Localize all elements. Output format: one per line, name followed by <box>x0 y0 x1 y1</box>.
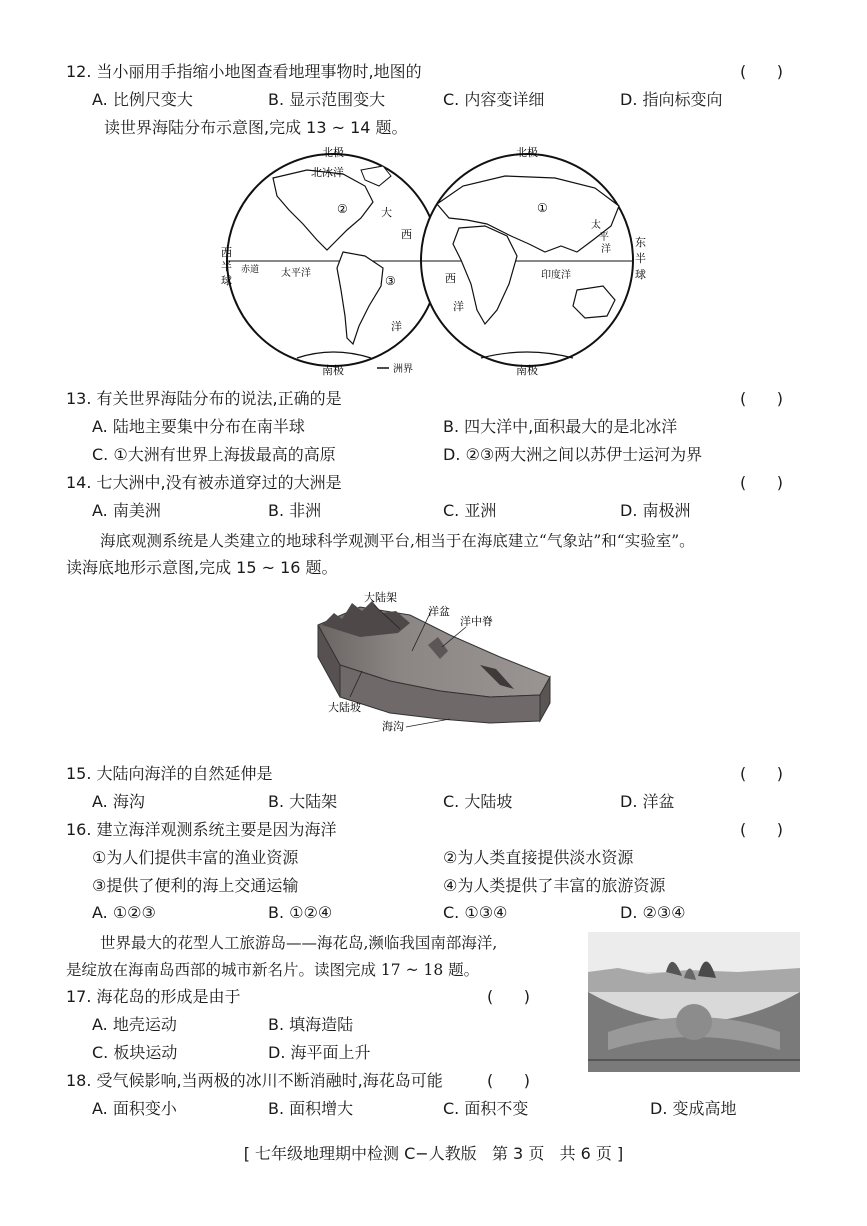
intro-15-16-line2: 读海底地形示意图,完成 15 ~ 16 题。 <box>66 558 338 577</box>
label-mid-ocean-ridge: 洋中脊 <box>460 615 493 628</box>
map-atlantic-left-2: 西 <box>401 228 412 241</box>
q18-option-c: C. 面积不变 <box>443 1099 529 1118</box>
map-east-3: 球 <box>635 268 646 281</box>
map-west-3: 球 <box>221 274 232 287</box>
map-pacific-right-3: 洋 <box>601 244 611 255</box>
q14-answer-paren[interactable]: ( ) <box>740 473 783 492</box>
q13-option-b: B. 四大洋中,面积最大的是北冰洋 <box>443 417 678 436</box>
map-south-pole-right: 南极 <box>516 364 538 377</box>
q12-answer-paren[interactable]: ( ) <box>740 62 783 81</box>
label-trench: 海沟 <box>382 720 404 733</box>
q16-option-a: A. ①②③ <box>92 903 156 922</box>
q16-statement-1: ①为人们提供丰富的渔业资源 <box>92 848 299 867</box>
q13-option-c: C. ①大洲有世界上海拔最高的高原 <box>92 445 336 464</box>
map-atlantic-left-3: 洋 <box>391 320 402 333</box>
q14-option-d: D. 南极洲 <box>620 501 691 520</box>
map-south-pole-left: 南极 <box>322 364 344 377</box>
haihua-island-photo <box>588 932 800 1072</box>
map-mark-1: ① <box>537 201 548 215</box>
intro-13-14: 读世界海陆分布示意图,完成 13 ~ 14 题。 <box>104 118 408 137</box>
q15-answer-paren[interactable]: ( ) <box>740 764 783 783</box>
map-north-pole-left: 北极 <box>322 146 344 159</box>
q16-stem: 16. 建立海洋观测系统主要是因为海洋 <box>66 820 337 839</box>
label-continental-slope: 大陆坡 <box>328 701 361 714</box>
q16-option-c: C. ①③④ <box>443 903 508 922</box>
q14-option-a: A. 南美洲 <box>92 501 161 520</box>
q12-option-d: D. 指向标变向 <box>620 90 723 109</box>
world-map-figure <box>215 140 665 380</box>
q14-option-c: C. 亚洲 <box>443 501 497 520</box>
q15-option-c: C. 大陆坡 <box>443 792 513 811</box>
q17-option-b: B. 填海造陆 <box>268 1015 354 1034</box>
map-west-2: 半 <box>221 260 232 273</box>
q15-stem: 15. 大陆向海洋的自然延伸是 <box>66 764 273 783</box>
q13-stem: 13. 有关世界海陆分布的说法,正确的是 <box>66 389 342 408</box>
q17-option-c: C. 板块运动 <box>92 1043 178 1062</box>
map-arctic-ocean: 北冰洋 <box>311 166 344 179</box>
map-pacific-right-1: 太 <box>591 220 601 231</box>
q12-option-a: A. 比例尺变大 <box>92 90 193 109</box>
q16-option-d: D. ②③④ <box>620 903 686 922</box>
map-west-1: 西 <box>221 246 232 259</box>
q16-answer-paren[interactable]: ( ) <box>740 820 783 839</box>
map-pacific-left: 太平洋 <box>281 268 311 279</box>
map-atlantic-right-2: 洋 <box>453 300 464 313</box>
map-mark-3: ③ <box>385 274 396 288</box>
map-equator-label: 赤道 <box>241 265 260 275</box>
intro-15-16-line1: 海底观测系统是人类建立的地球科学观测平台,相当于在海底建立“气象站”和“实验室”。 <box>100 532 695 550</box>
map-indian-ocean: 印度洋 <box>541 270 571 281</box>
q14-stem: 14. 七大洲中,没有被赤道穿过的大洲是 <box>66 473 342 492</box>
q17-option-d: D. 海平面上升 <box>268 1043 371 1062</box>
q13-answer-paren[interactable]: ( ) <box>740 389 783 408</box>
map-east-2: 半 <box>635 252 646 265</box>
q18-answer-paren[interactable]: ( ) <box>487 1071 530 1090</box>
seafloor-figure <box>300 585 570 740</box>
map-legend-label: 洲界 <box>393 364 413 375</box>
q17-option-a: A. 地壳运动 <box>92 1015 177 1034</box>
q18-option-d: D. 变成高地 <box>650 1099 737 1118</box>
q13-option-a: A. 陆地主要集中分布在南半球 <box>92 417 305 436</box>
map-pacific-right-2: 平 <box>599 232 609 243</box>
intro-17-18-line2: 是绽放在海南岛西部的城市新名片。读图完成 17 ~ 18 题。 <box>66 961 480 979</box>
page-footer: [ 七年级地理期中检测 C−人教版 第 3 页 共 6 页 ] <box>243 1144 624 1163</box>
q15-option-b: B. 大陆架 <box>268 792 338 811</box>
q18-option-a: A. 面积变小 <box>92 1099 177 1118</box>
map-atlantic-right-1: 西 <box>445 272 456 285</box>
q13-option-d: D. ②③两大洲之间以苏伊士运河为界 <box>443 445 703 464</box>
map-north-pole-right: 北极 <box>516 146 538 159</box>
label-ocean-basin: 洋盆 <box>428 605 450 618</box>
q12-option-c: C. 内容变详细 <box>443 90 545 109</box>
q18-option-b: B. 面积增大 <box>268 1099 354 1118</box>
q15-option-d: D. 洋盆 <box>620 792 675 811</box>
label-continental-shelf: 大陆架 <box>364 591 397 604</box>
q16-statement-2: ②为人类直接提供淡水资源 <box>443 848 634 867</box>
q15-option-a: A. 海沟 <box>92 792 145 811</box>
q18-stem: 18. 受气候影响,当两极的冰川不断消融时,海花岛可能 <box>66 1071 443 1090</box>
q17-answer-paren[interactable]: ( ) <box>487 987 530 1006</box>
map-mark-2: ② <box>337 202 348 216</box>
trench-leader <box>406 719 450 727</box>
map-atlantic-left-1: 大 <box>381 206 392 219</box>
q16-statement-4: ④为人类提供了丰富的旅游资源 <box>443 876 666 895</box>
q14-option-b: B. 非洲 <box>268 501 322 520</box>
q16-option-b: B. ①②④ <box>268 903 333 922</box>
q12-stem: 12. 当小丽用手指缩小地图查看地理事物时,地图的 <box>66 62 422 81</box>
q12-option-b: B. 显示范围变大 <box>268 90 386 109</box>
q16-statement-3: ③提供了便利的海上交通运输 <box>92 876 299 895</box>
intro-17-18-line1: 世界最大的花型人工旅游岛——海花岛,濒临我国南部海洋, <box>100 934 498 952</box>
q17-stem: 17. 海花岛的形成是由于 <box>66 987 241 1006</box>
map-east-1: 东 <box>635 236 646 249</box>
